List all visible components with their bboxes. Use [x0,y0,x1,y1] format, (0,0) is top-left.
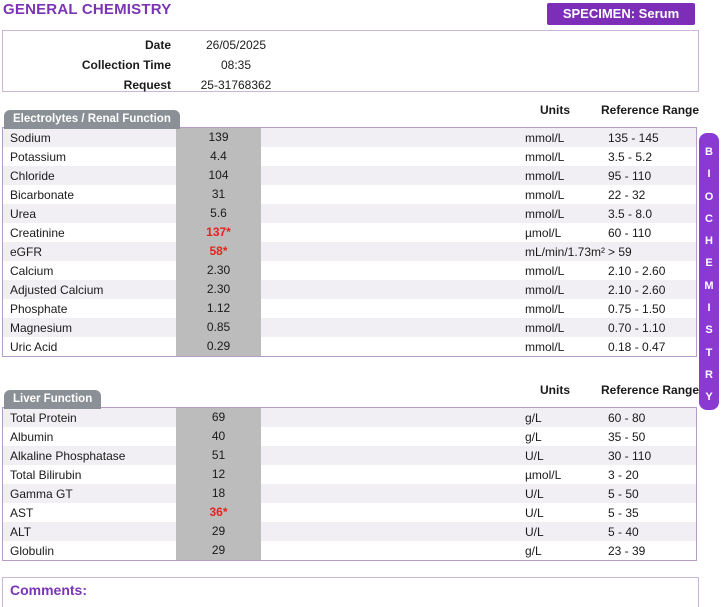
result-row [3,223,696,242]
result-value: 29 [176,522,261,541]
info-label: Collection Time [81,58,171,72]
reference-range: 60 - 80 [608,410,646,425]
result-units: mmol/L [525,149,565,164]
result-row [3,204,696,223]
analyte-name: eGFR [10,244,43,259]
units-column-header: Units [540,383,570,397]
analyte-name: ALT [10,524,32,539]
results-table [2,127,697,357]
comments-label: Comments: [10,582,88,598]
reference-range: 22 - 32 [608,187,646,202]
collection-info-box [2,30,699,92]
result-value: 139 [176,128,261,147]
result-units: U/L [525,448,544,463]
reference-range: 135 - 145 [608,130,659,145]
result-units: mmol/L [525,263,565,278]
result-row [3,318,696,337]
column-headers [2,383,700,399]
reference-range: 60 - 110 [608,225,652,240]
result-units: mmol/L [525,320,565,335]
reference-range: 3.5 - 8.0 [608,206,653,221]
result-row [3,522,696,541]
result-row [3,280,696,299]
result-value: 40 [176,427,261,446]
units-column-header: Units [540,103,570,117]
result-value: 4.4 [176,147,261,166]
result-units: mmol/L [525,130,565,145]
analyte-name: Albumin [10,429,54,444]
reference-range: 2.10 - 2.60 [608,263,666,278]
analyte-name: Potassium [10,149,67,164]
result-row [3,484,696,503]
analyte-name: Creatinine [10,225,65,240]
result-units: U/L [525,486,544,501]
result-value: 2.30 [176,280,261,299]
result-value: 31 [176,185,261,204]
reference-range: 0.75 - 1.50 [608,301,666,316]
section-title-tab: Liver Function [4,390,101,409]
biochemistry-side-tab[interactable]: B I O C H E M I S T R Y [699,133,719,410]
analyte-name: Urea [10,206,37,221]
reference-range: 95 - 110 [608,168,652,183]
result-row [3,541,696,560]
specimen-badge: SPECIMEN: Serum [547,3,695,25]
analyte-name: Uric Acid [10,339,58,354]
result-units: µmol/L [525,225,562,240]
result-row [3,446,696,465]
result-units: U/L [525,505,544,520]
result-row [3,427,696,446]
reference-range: 35 - 50 [608,429,646,444]
result-value: 69 [176,408,261,427]
result-row [3,408,696,427]
info-row [3,75,698,95]
info-row [3,35,698,55]
result-value: 2.30 [176,261,261,280]
result-units: mmol/L [525,206,565,221]
info-label: Date [144,38,171,52]
analyte-name: Total Protein [10,410,77,425]
result-value: 51 [176,446,261,465]
reference-range: 3 - 20 [608,467,639,482]
page-title: GENERAL CHEMISTRY [3,1,172,18]
info-value: 26/05/2025 [205,38,267,52]
reference-range: 3.5 - 5.2 [608,149,653,164]
info-label: Request [123,78,171,92]
reference-range: 30 - 110 [608,448,652,463]
result-units: g/L [525,429,542,444]
result-units: µmol/L [525,467,562,482]
result-row [3,337,696,356]
result-units: mmol/L [525,301,565,316]
info-value: 25-31768362 [200,78,272,92]
result-units: g/L [525,410,542,425]
analyte-name: Total Bilirubin [10,467,82,482]
result-value: 0.29 [176,337,261,356]
info-row [3,55,698,75]
reference-range: 2.10 - 2.60 [608,282,666,297]
reference-range: 0.70 - 1.10 [608,320,666,335]
analyte-name: Gamma GT [10,486,73,501]
analyte-name: Globulin [10,543,55,558]
result-row [3,166,696,185]
reference-range: 5 - 50 [608,486,639,501]
result-units: mL/min/1.73m² [525,244,606,259]
analyte-name: Calcium [10,263,54,278]
analyte-name: Phosphate [10,301,68,316]
result-units: mmol/L [525,168,565,183]
result-row [3,185,696,204]
result-value: 29 [176,541,261,560]
result-value: 18 [176,484,261,503]
reference-range: 23 - 39 [608,543,646,558]
analyte-name: Alkaline Phosphatase [10,448,126,463]
analyte-name: Sodium [10,130,51,145]
result-value: 5.6 [176,204,261,223]
reference-range: 0.18 - 0.47 [608,339,666,354]
result-row [3,147,696,166]
reference-column-header: Reference Range [601,383,700,397]
result-units: g/L [525,543,542,558]
result-value: 0.85 [176,318,261,337]
result-value: 137* [176,223,261,242]
analyte-name: Adjusted Calcium [10,282,104,297]
analyte-name: Bicarbonate [10,187,75,202]
result-value: 58* [176,242,261,261]
analyte-name: Chloride [10,168,55,183]
reference-range: 5 - 35 [608,505,639,520]
reference-range: > 59 [608,244,632,259]
result-row [3,261,696,280]
result-units: mmol/L [525,282,565,297]
result-units: mmol/L [525,187,565,202]
results-table [2,407,697,561]
result-value: 104 [176,166,261,185]
result-row [3,503,696,522]
reference-column-header: Reference Range [601,103,700,117]
result-row [3,128,696,147]
analyte-name: Magnesium [10,320,73,335]
result-row [3,465,696,484]
info-value: 08:35 [220,58,252,72]
comments-box [2,577,699,607]
reference-range: 5 - 40 [608,524,639,539]
result-value: 12 [176,465,261,484]
result-units: U/L [525,524,544,539]
result-units: mmol/L [525,339,565,354]
section-title-tab: Electrolytes / Renal Function [4,110,180,129]
result-row [3,299,696,318]
result-value: 36* [176,503,261,522]
result-value: 1.12 [176,299,261,318]
analyte-name: AST [10,505,34,520]
result-row [3,242,696,261]
